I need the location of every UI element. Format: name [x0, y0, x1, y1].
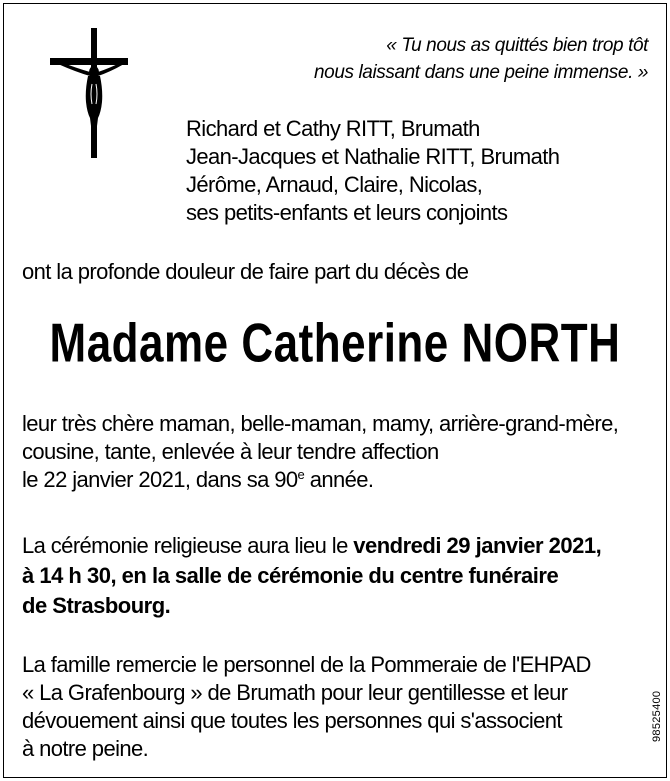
- relation-block: [22, 410, 618, 494]
- announcement-text: ont la profonde douleur de faire part du décès de: [22, 259, 469, 284]
- ceremony-date: vendredi 29 janvier 2021,: [353, 533, 602, 558]
- relation-line: cousine, tante, enlevée à leur tendre affection: [22, 439, 439, 464]
- thanks-line: La famille remercie le personnel de la Pommeraie de l'EHPAD: [22, 652, 591, 677]
- ceremony-time-place: à 14 h 30, en la salle de cérémonie du centre funéraire: [22, 563, 559, 588]
- deceased-name: Madame Catherine NORTH: [49, 312, 621, 374]
- crucifix-icon: [48, 28, 128, 158]
- ceremony-line: [22, 561, 601, 591]
- ceremony-block: [22, 531, 601, 621]
- relation-line: leur très chère maman, belle-maman, mamy, arrière-grand-mère,: [22, 411, 619, 436]
- thanks-line: « La Grafenbourg » de Brumath pour leur gentillesse et leur: [22, 680, 568, 705]
- family-line: Richard et Cathy RITT, Brumath: [186, 116, 480, 141]
- ceremony-city: de Strasbourg.: [22, 593, 171, 618]
- family-list: [186, 115, 559, 227]
- thanks-line: à notre peine.: [22, 736, 149, 761]
- quote-line: « Tu nous as quittés bien trop tôt: [386, 35, 648, 56]
- thanks-block: [22, 651, 591, 763]
- date-text: le 22 janvier 2021, dans sa 90: [22, 467, 298, 492]
- reference-number: 98525400: [651, 690, 663, 742]
- family-line: Jérôme, Arnaud, Claire, Nicolas,: [186, 172, 483, 197]
- ceremony-line: [22, 531, 601, 561]
- ceremony-line: [22, 591, 601, 621]
- quote-block: [314, 32, 648, 86]
- annee-text: année.: [304, 467, 374, 492]
- quote-line: nous laissant dans une peine immense. »: [313, 62, 648, 83]
- ceremony-intro: La cérémonie religieuse aura lieu le: [22, 533, 354, 558]
- relation-line: [22, 466, 618, 494]
- ordinal-suffix: e: [297, 467, 305, 482]
- thanks-line: dévouement ainsi que toutes les personnes qui s'associent: [22, 708, 562, 733]
- family-line: Jean-Jacques et Nathalie RITT, Brumath: [186, 144, 560, 169]
- family-line: ses petits-enfants et leurs conjoints: [186, 200, 508, 225]
